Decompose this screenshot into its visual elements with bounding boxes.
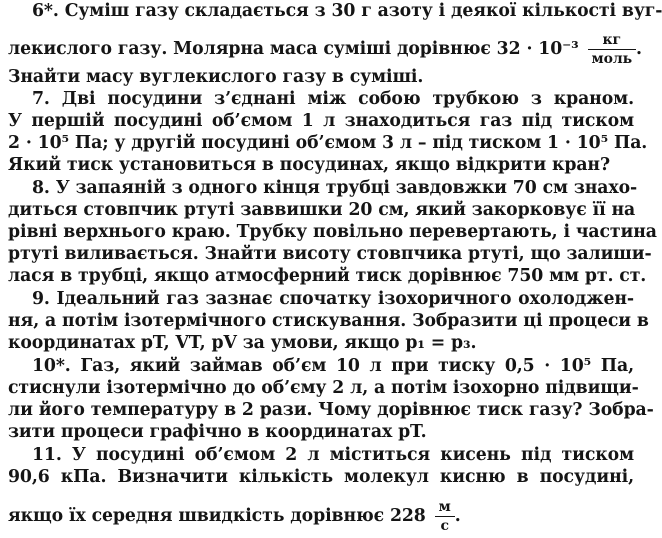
problem-8-line-3: рівні верхнього краю. Трубку повільно перевертають, і частина	[8, 222, 657, 242]
problem-8-line-4: ртуті виливається. Знайти висоту стовпчика ртуті, що залиши-	[8, 244, 652, 264]
problem-6-line-2: лекислого газу. Молярна маса суміші дорівнює 32 · 10⁻³ $\frac{кг}{\text{моль}}$ .	[8, 32, 642, 67]
physics-problems-page	[8, 0, 662, 538]
problem-7-line-3: 2 · 10⁵ Па; у другій посудині об’ємом 3 л – під тиском 1 · 10⁵ Па.	[8, 133, 648, 153]
problem-8-line-2: диться стовпчик ртуті заввишки 20 см, який закорковує її на	[8, 200, 636, 220]
problem-7-line-4: Який тиск установиться в посудинах, якщо відкрити кран?	[8, 155, 610, 175]
problem-7-line-1: 7. Дві посудини з’єднані між собою трубкою з краном.	[32, 89, 634, 109]
problem-11-line-2: 90,6 кПа. Визначити кількість молекул кисню в посудині,	[8, 467, 634, 487]
problem-11-line-1: 11. У посудині об’ємом 2 л міститься кисень під тиском	[32, 445, 634, 465]
unit-numerator: кг	[588, 33, 636, 50]
problem-10-line-1: 10*. Газ, який займав об’єм 10 л при тиску 0,5 · 10⁵ Па,	[32, 356, 634, 376]
problem-6-line-1: 6*. Суміш газу складається з 30 г азоту і деякої кількості вуг-	[32, 1, 662, 21]
problem-8-line-1: 8. У запаяній з одного кінця трубці завдовжки 70 см знахо-	[32, 178, 638, 198]
unit-denominator: моль	[591, 51, 633, 67]
problem-10-line-3: ли його температуру в 2 рази. Чому дорівнює тиск газу? Зобра-	[8, 400, 654, 420]
problem-6-line-2-text: лекислого газу. Молярна маса суміші дорівнює 32 · 10⁻³	[8, 39, 579, 59]
problem-11-line-3: якщо їх середня швидкість дорівнює 228 $\frac{м}{с}$ .	[8, 499, 461, 534]
problem-11-line-3-text: якщо їх середня швидкість дорівнює 228	[8, 506, 426, 526]
unit-denominator: с	[440, 518, 449, 534]
problem-9-line-1: 9. Ідеальний газ зазнає спочатку ізохоричного охолоджен-	[32, 289, 634, 309]
unit-numerator: м	[435, 500, 455, 517]
problem-7-line-2: У першій посудині об’ємом 1 л знаходиться газ під тиском	[8, 111, 634, 131]
problem-6-line-3: Знайти масу вуглекислого газу в суміші.	[8, 67, 424, 87]
molar-mass-unit-fraction	[588, 33, 636, 66]
speed-unit-fraction	[435, 500, 455, 533]
problem-9-line-3: координатах pT, VT, pV за умови, якщо p₁ = p₃.	[8, 333, 477, 353]
problem-10-line-4: зити процеси графічно в координатах pT.	[8, 422, 427, 442]
problem-10-line-2: стиснули ізотермічно до об’єму 2 л, а потім ізохорно підвищи-	[8, 378, 639, 398]
problem-9-line-2: ня, а потім ізотермічного стискування. Зобразити ці процеси в	[8, 311, 649, 331]
problem-8-line-5: лася в трубці, якщо атмосферний тиск дорівнює 750 мм рт. ст.	[8, 266, 647, 286]
